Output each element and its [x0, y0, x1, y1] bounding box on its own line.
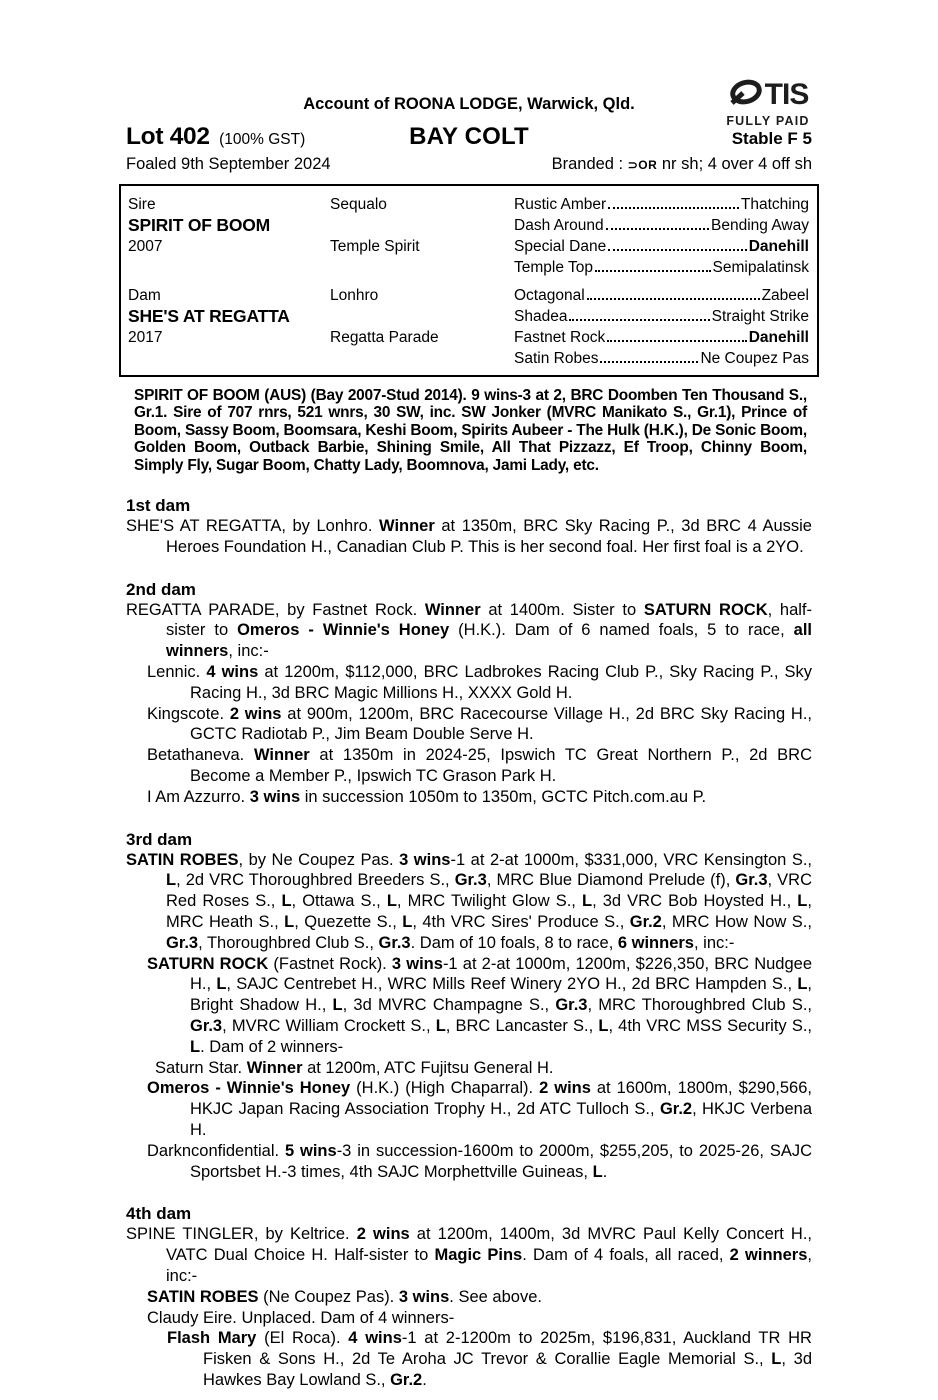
dam-grandsire: Lonhro: [330, 287, 379, 304]
pedigree-table: [119, 184, 819, 377]
gen3-right: Danehill: [748, 329, 809, 346]
gen3-left: Dash Around: [514, 217, 604, 234]
pedigree-row: [514, 306, 809, 327]
sub-progeny-entry: Flash Mary (El Roca). 4 wins-1 at 2-1200m to 2025m, $196,831, Auckland TR HR Fisken & Sons H., 2d Te Aroha JC Trevor & Corallie Eagle Memorial S., L, 3d Hawkes Bay Lowland S., Gr.2.: [167, 1329, 812, 1389]
qtis-fully-paid-label: FULLY PAID: [726, 114, 810, 128]
gen3-right: Ne Coupez Pas: [700, 350, 809, 367]
sire-year: 2007: [128, 238, 163, 255]
dam-name: SHE'S AT REGATTA: [128, 306, 290, 326]
dotted-leader: [600, 361, 698, 363]
dam-granddam: Regatta Parade: [330, 329, 439, 346]
pedigree-row: [514, 257, 809, 278]
lot-number: Lot 402: [126, 123, 210, 150]
gen3-left: Fastnet Rock: [514, 329, 606, 346]
dotted-leader: [608, 207, 739, 209]
dotted-leader: [595, 270, 711, 272]
dam-entry: SATIN ROBES, by Ne Coupez Pas. 3 wins-1 at 2-at 1000m, $331,000, VRC Kensington S., L, 2d VRC Thoroughbred Breeders S., Gr.3, MRC Blue Diamond Prelude (f), Gr.3, VRC Red Roses S., L, Ottawa S., L, MRC Twilight Glow S., L, 3d VRC Bob Hoysted H., L, MRC Heath S., L, Quezette S., L, 4th VRC Sires' Produce S., Gr.2, MRC How Now S., Gr.3, Thoroughbred Club S., Gr.3. Dam of 10 foals, 8 to race, 6 winners, inc:-: [126, 850, 812, 952]
progeny-entry: Darknconfidential. 5 wins-3 in succession-1600m to 2000m, $255,205, to 2025-26, SAJC Sportsbet H.-3 times, 4th SAJC Morphettville Guineas, L.: [147, 1141, 813, 1181]
section-2nd-dam: [126, 579, 812, 808]
gen3-right: Thatching: [740, 196, 809, 213]
spacer: [330, 215, 514, 236]
section-heading: 2nd dam: [126, 579, 196, 599]
progeny-entry: Claudy Eire. Unplaced. Dam of 4 winners-: [147, 1308, 455, 1327]
section-heading: 1st dam: [126, 496, 191, 516]
dam-entry: SHE'S AT REGATTA, by Lonhro. Winner at 1350m, BRC Sky Racing P., 3d BRC 4 Aussie Heroes Foundation H., Canadian Club P. This is her second foal. Her first foal is a 2YO.: [126, 517, 812, 556]
gen3-left: Temple Top: [514, 259, 593, 276]
pedigree-row: [514, 215, 809, 236]
dam-parents-column: [330, 285, 514, 369]
progeny-entry: I Am Azzurro. 3 wins in succession 1050m to 1350m, GCTC Pitch.com.au P.: [147, 787, 707, 806]
sire-summary: SPIRIT OF BOOM (AUS) (Bay 2007-Stud 2014). 9 wins-3 at 2, BRC Doomben Ten Thousand S., Gr.1. Sire of 707 rnrs, 521 wnrs, 30 SW, inc. SW Jonker (MVRC Manikato S., Gr.1), Prince of Boom, Sassy Boom, Boomsara, Keshi Boom, Spirits Aubeer - The Hulk (H.K.), De Sonic Boom, Golden Boom, Outback Barbie, Shining Smile, All That Pizzazz, Ef Troop, Chinny Boom, Simply Fly, Sugar Boom, Chatty Lady, Boomnova, Jami Lady, etc.: [134, 387, 807, 474]
sub-progeny-entry: Saturn Star. Winner at 1200m, ATC Fujitsu General H.: [155, 1058, 554, 1077]
page-header: [126, 77, 812, 174]
dotted-leader: [608, 249, 747, 251]
progeny-entry: SATIN ROBES (Ne Coupez Pas). 3 wins. See above.: [147, 1287, 542, 1306]
gen3-left: Shadea: [514, 308, 568, 325]
progeny-entry: SATURN ROCK (Fastnet Rock). 3 wins-1 at 2-at 1000m, 1200m, $226,350, BRC Nudgee H., L, SAJC Centrebet H., WRC Mills Reef Winery 2YO H., 2d BRC Hampden S., L, Bright Shadow H., L, 3d MVRC Champagne S., Gr.3, MRC Thoroughbred Club S., Gr.3, MVRC William Crockett S., L, BRC Lancaster S., L, 4th VRC MSS Security S., L. Dam of 2 winners-: [147, 954, 812, 1056]
gen3-left: Octagonal: [514, 287, 585, 304]
branded-prefix: Branded :: [551, 155, 628, 173]
section-4th-dam: [126, 1203, 812, 1390]
account-line: Account of ROONA LODGE, Warwick, Qld.: [303, 95, 635, 113]
dam-entry: SPINE TINGLER, by Keltrice. 2 wins at 1200m, 1400m, 3d MVRC Paul Kelly Concert H., VATC Dual Choice H. Half-sister to Magic Pins. Dam of 4 foals, all raced, 2 winners, inc:-: [126, 1225, 813, 1285]
gen3-left: Satin Robes: [514, 350, 599, 367]
sire-granddam: Temple Spirit: [330, 238, 420, 255]
lot-left: [126, 123, 409, 151]
sire-name: SPIRIT OF BOOM: [128, 215, 271, 235]
brand-symbol: ⊃OR: [627, 158, 658, 172]
pedigree-dam-half: [128, 285, 809, 369]
gen3-right: Bending Away: [711, 217, 809, 234]
qtis-q-icon: [728, 76, 765, 113]
pedigree-row: [514, 327, 809, 348]
sire-gen3-column: [514, 194, 809, 278]
branded-suffix: nr sh; 4 over 4 off sh: [657, 155, 812, 173]
progeny-entry: Omeros - Winnie's Honey (H.K.) (High Chaparral). 2 wins at 1600m, 1800m, $290,566, HKJC Japan Racing Association Trophy H., 2d ATC Tulloch S., Gr.2, HKJC Verbena H.: [147, 1079, 812, 1139]
dotted-leader: [606, 228, 709, 230]
gen3-right: Semipalatinsk: [712, 259, 809, 276]
progeny-entry: Kingscote. 2 wins at 900m, 1200m, BRC Racecourse Village H., 2d BRC Sky Racing H., GCTC Radiotab P., Jim Beam Double Serve H.: [147, 704, 812, 744]
pedigree-row: [514, 348, 809, 369]
dam-gen3-column: [514, 285, 809, 369]
section-1st-dam: [126, 495, 812, 558]
sire-parents-column: [330, 194, 514, 278]
lot-row: [126, 123, 812, 151]
branded-info: [552, 155, 812, 174]
dam-column: [128, 285, 330, 369]
dam-year: 2017: [128, 329, 163, 346]
qtis-logo-top: [718, 76, 818, 113]
sire-column: [128, 194, 330, 278]
sire-role-label: Sire: [128, 196, 156, 213]
pedigree-sire-half: [128, 194, 809, 278]
section-heading: 3rd dam: [126, 829, 193, 849]
gst-note: (100% GST): [219, 131, 306, 148]
pedigree-row: [514, 194, 809, 215]
foaled-row: [126, 155, 812, 174]
progeny-entry: Betathaneva. Winner at 1350m in 2024-25, Ipswich TC Great Northern P., 2d BRC Become a Member P., Ipswich TC Grason Park H.: [147, 746, 812, 785]
gen3-right: Zabeel: [761, 287, 809, 304]
dotted-leader: [587, 298, 760, 300]
gen3-left: Special Dane: [514, 238, 607, 255]
gen3-right: Danehill: [748, 238, 809, 255]
sire-grandsire: Sequalo: [330, 196, 387, 213]
pedigree-gap: [128, 278, 809, 285]
pedigree-row: [514, 285, 809, 306]
dam-role-label: Dam: [128, 287, 161, 304]
dam-entry: REGATTA PARADE, by Fastnet Rock. Winner at 1400m. Sister to SATURN ROCK, half-sister to Omeros - Winnie's Honey (H.K.). Dam of 6 named foals, 5 to race, all winners, inc:-: [126, 600, 812, 661]
foaled-date: Foaled 9th September 2024: [126, 155, 331, 173]
stable-label: Stable F 5: [731, 129, 812, 148]
progeny-entry: Lennic. 4 wins at 1200m, $112,000, BRC Ladbrokes Racing Club P., Sky Racing P., Sky Racing H., 3d BRC Magic Millions H., XXXX Gold H.: [147, 663, 813, 702]
section-heading: 4th dam: [126, 1204, 192, 1224]
dotted-leader: [607, 340, 746, 342]
spacer: [330, 306, 514, 327]
qtis-logo-text: TIS: [764, 77, 809, 111]
horse-description: BAY COLT: [409, 123, 529, 150]
gen3-right: Straight Strike: [711, 308, 809, 325]
pedigree-row: [514, 236, 809, 257]
qtis-logo: [718, 76, 818, 128]
section-3rd-dam: [126, 829, 812, 1183]
dotted-leader: [569, 319, 709, 321]
gen3-left: Rustic Amber: [514, 196, 607, 213]
